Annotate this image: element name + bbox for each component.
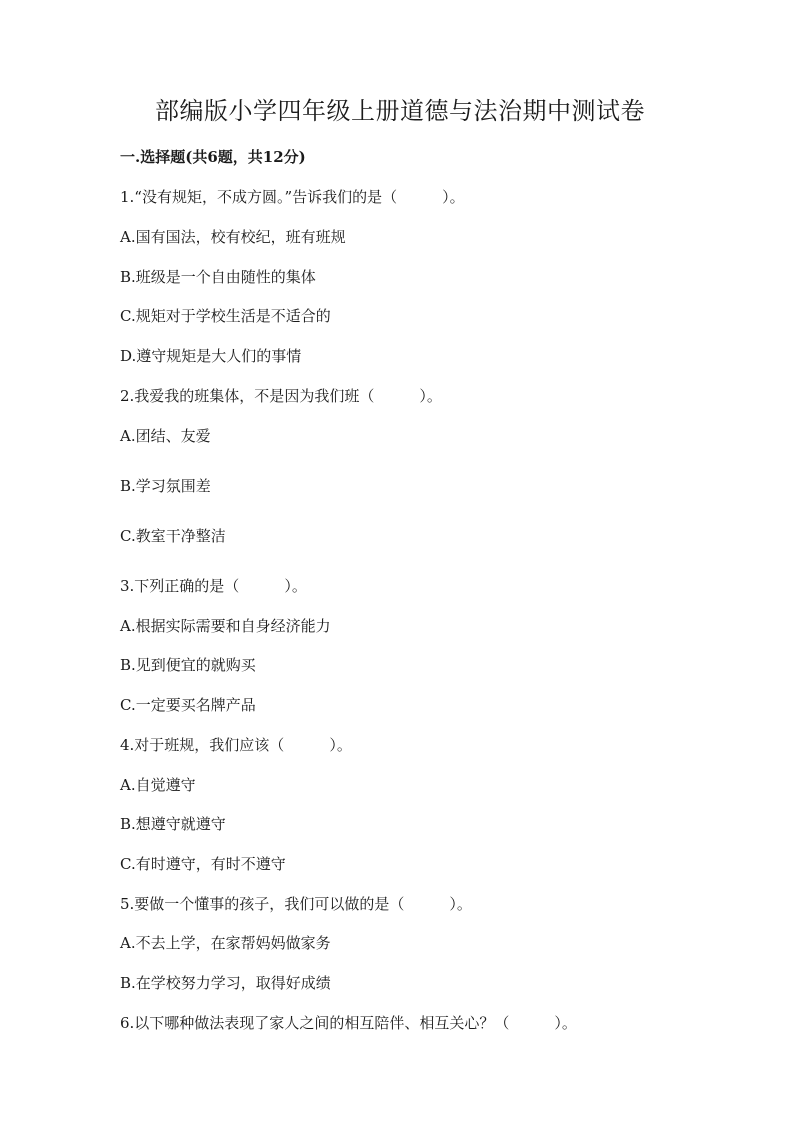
- answer-option: B.在学校努力学习，取得好成绩: [120, 974, 331, 992]
- answer-option: C.规矩对于学校生活是不适合的: [120, 307, 331, 325]
- answer-option: B.想遵守就遵守: [120, 815, 226, 833]
- question-stem: 2.我爱我的班集体，不是因为我们班（ ）。: [120, 387, 442, 405]
- section-heading: 一.选择题(共6题，共12分): [120, 148, 306, 166]
- answer-option: B.班级是一个自由随性的集体: [120, 268, 316, 286]
- answer-option: C.教室干净整洁: [120, 527, 226, 545]
- question-stem: 5.要做一个懂事的孩子，我们可以做的是（ ）。: [120, 895, 472, 913]
- answer-option: A.根据实际需要和自身经济能力: [120, 617, 331, 635]
- answer-option: A.国有国法，校有校纪，班有班规: [120, 228, 346, 246]
- answer-option: C.一定要买名牌产品: [120, 696, 256, 714]
- answer-option: B.学习氛围差: [120, 477, 211, 495]
- question-stem: 6.以下哪种做法表现了家人之间的相互陪伴、相互关心？（ ）。: [120, 1014, 577, 1032]
- answer-option: B.见到便宜的就购买: [120, 656, 256, 674]
- question-stem: 3.下列正确的是（ ）。: [120, 577, 307, 595]
- answer-option: A.团结、友爱: [120, 427, 211, 445]
- question-stem: 1.“没有规矩，不成方圆。”告诉我们的是（ ）。: [120, 188, 465, 206]
- page-title: 部编版小学四年级上册道德与法治期中测试卷: [155, 97, 645, 125]
- answer-option: A.不去上学，在家帮妈妈做家务: [120, 934, 331, 952]
- answer-option: C.有时遵守，有时不遵守: [120, 855, 286, 873]
- answer-option: D.遵守规矩是大人们的事情: [120, 347, 302, 365]
- question-stem: 4.对于班规，我们应该（ ）。: [120, 736, 352, 754]
- answer-option: A.自觉遵守: [120, 776, 196, 794]
